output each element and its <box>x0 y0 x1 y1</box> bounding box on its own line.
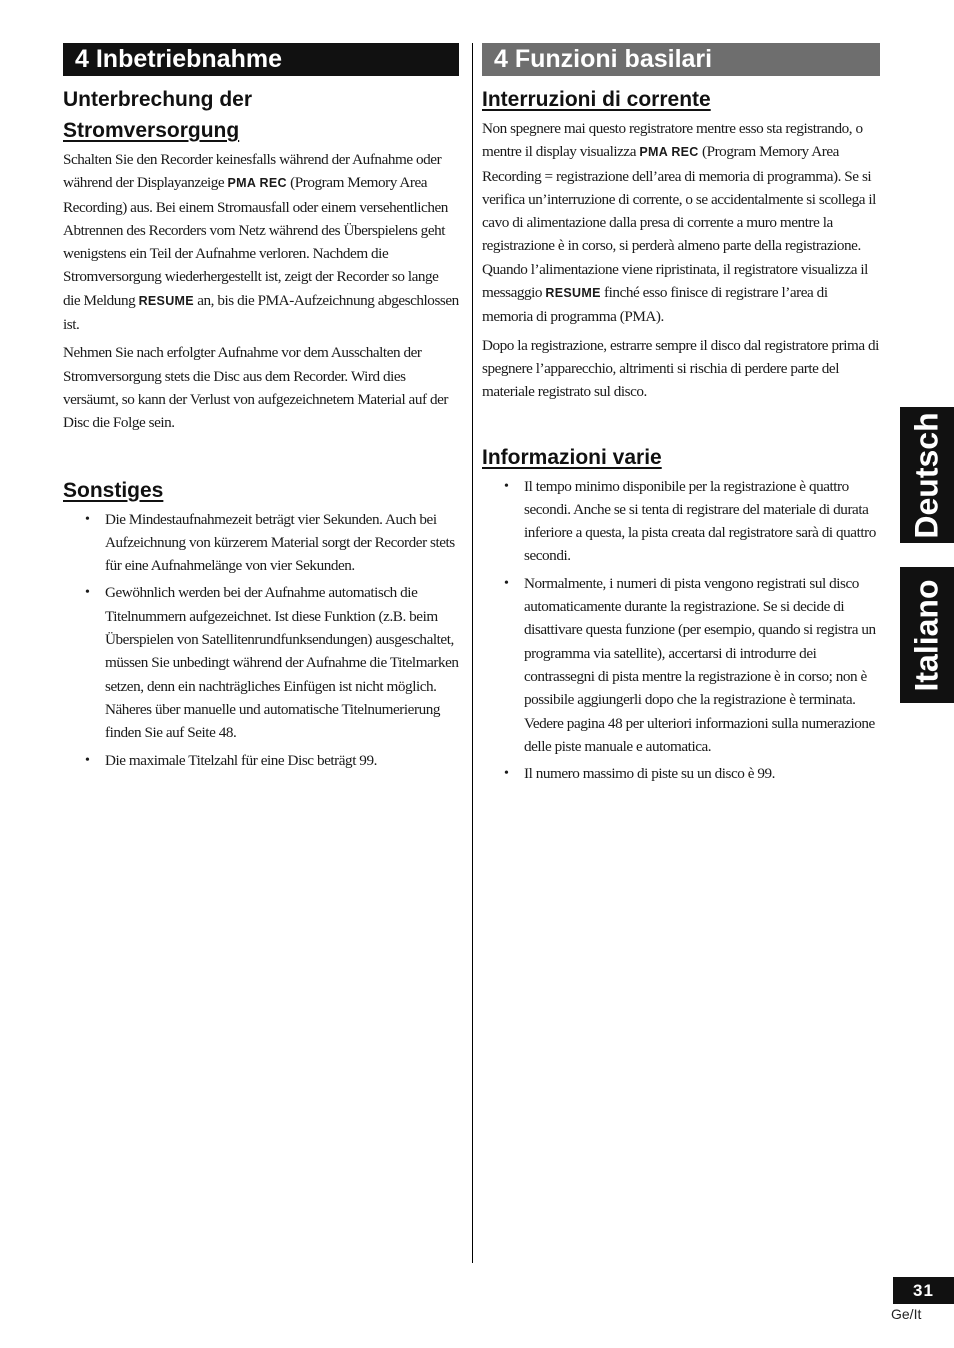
language-tab-italiano <box>900 567 954 703</box>
language-tab-deutsch <box>900 407 954 543</box>
list-item <box>63 581 459 744</box>
list-item <box>63 508 459 578</box>
list-item <box>482 762 880 785</box>
display-code-resume: RESUME <box>138 293 194 308</box>
text-run: finché esso finisce di registrare l’area di memoria di programma (PMA). <box>482 284 828 326</box>
column-divider <box>472 43 473 1263</box>
italian-chapter-banner: 4 Funzioni basilari <box>482 43 880 76</box>
page-language-code: Ge/It <box>891 1306 922 1322</box>
display-code-resume: RESUME <box>545 286 601 301</box>
german-section-title-misc: Sonstiges <box>63 478 164 502</box>
text-run: (Program Memory Area Recording = registrazione dell’area di memoria di programma). Se si verifica un’interruzione di corrente, o se accidentalmente si scollega il cavo di alimentazione dalla presa di corrente a muro mentre la registrazione è in corso, si perderà almeno parte della registrazione. Quando l’alimentazione viene ripristinata, il registratore visualizza il messaggio <box>482 143 876 302</box>
list-item-text: • Il numero massimo di piste su un disco è 99. <box>524 765 776 783</box>
german-power-paragraph-2: Nehmen Sie nach erfolgter Aufnahme vor dem Ausschalten der Stromversorgung stets die Disc aus dem Recorder. Wird dies versäumt, so kann der Verlust von aufgezeichnetem Material auf der Disc die Folge sein. <box>63 344 448 432</box>
german-chapter-banner: 4 Inbetriebnahme <box>63 43 459 76</box>
display-code-pma-rec: PMA REC <box>227 176 287 191</box>
german-column <box>63 43 459 772</box>
italian-section-title-power: Interruzioni di corrente <box>482 88 711 111</box>
text-run: Schalten Sie den Recorder keinesfalls während der Aufnahme oder während der Displayanzeige <box>63 151 442 192</box>
italian-power-paragraph-2: Dopo la registrazione, estrarre sempre il disco dal registratore prima di spegnere l’apparecchio, altrimenti si rischia di perdere parte del materiale registrato sul disco. <box>482 336 879 401</box>
italian-power-paragraph-1 <box>482 117 880 329</box>
list-item-text: • Die Mindestaufnahmezeit beträgt vier Sekunden. Auch bei Aufzeichnung von kürzerem Material sorgt der Recorder stets für eine Aufnahmelänge von vier Sekunden. <box>105 510 455 575</box>
italian-misc-list <box>482 475 880 786</box>
list-item <box>482 572 880 758</box>
text-run: Non spegnere mai questo registratore mentre esso sta registrando, o mentre il display visualizza <box>482 120 863 161</box>
list-item <box>63 749 459 772</box>
german-section-title-line1: Unterbrechung der <box>63 88 253 111</box>
italian-section-title-misc: Informazioni varie <box>482 445 662 469</box>
german-section-title-power <box>63 84 459 146</box>
list-item-text: • Il tempo minimo disponibile per la registrazione è quattro secondi. Anche se si tenta di registrare del materiale di durata inferiore a questa, la pista creata dal registratore sarà di quattro secondi. <box>524 477 876 565</box>
list-item-text: • Die maximale Titelzahl für eine Disc beträgt 99. <box>105 751 377 769</box>
german-misc-list <box>63 508 459 772</box>
list-item <box>482 475 880 568</box>
text-run: an, bis die PMA-Aufzeichnung abgeschlossen ist. <box>63 291 459 334</box>
language-tab-label: Deutsch <box>908 411 945 539</box>
language-tab-label: Italiano <box>908 578 945 692</box>
display-code-pma-rec: PMA REC <box>639 145 699 160</box>
text-run: (Program Memory Area Recording) aus. Bei einem Stromausfall oder einem versehentlichen Abtrennen des Recorders vom Netz während des Überspielens geht wenigstens ein Teil der Aufnahme verloren. Nachdem die Stromversorgung wiederhergestellt ist, zeigt der Recorder so lange die Meldung <box>63 174 448 309</box>
german-power-paragraph-1 <box>63 148 459 336</box>
page-number: 31 <box>893 1277 954 1304</box>
german-section-title-line2: Stromversorgung <box>63 119 240 142</box>
italian-column <box>482 43 880 785</box>
list-item-text: • Gewöhnlich werden bei der Aufnahme automatisch die Titelnummern aufgezeichnet. Ist diese Funktion (z.B. beim Überspielen von Satellitenrundfunksendungen) ausgeschaltet, müssen Sie unbedingt während der Aufnahme die Titelmarken setzen, denn ein nachträgliches Einfügen ist nicht möglich. Näheres über manuelle und automatische Titelnumerierung finden Sie auf Seite 48. <box>105 584 459 742</box>
list-item-text: • Normalmente, i numeri di pista vengono registrati sul disco automaticamente durante la registrazione. Se si decide di disattivare questa funzione (per esempio, quando si registra un programma via satellite), accertarsi di introdurre dei contrassegni di pista mentre la registrazione è in corso; non è possibile aggiungerli dopo che la registrazione è terminata. Vedere pagina 48 per ulteriori informazioni sulla numerazione delle piste manuale e automatica. <box>524 574 876 755</box>
